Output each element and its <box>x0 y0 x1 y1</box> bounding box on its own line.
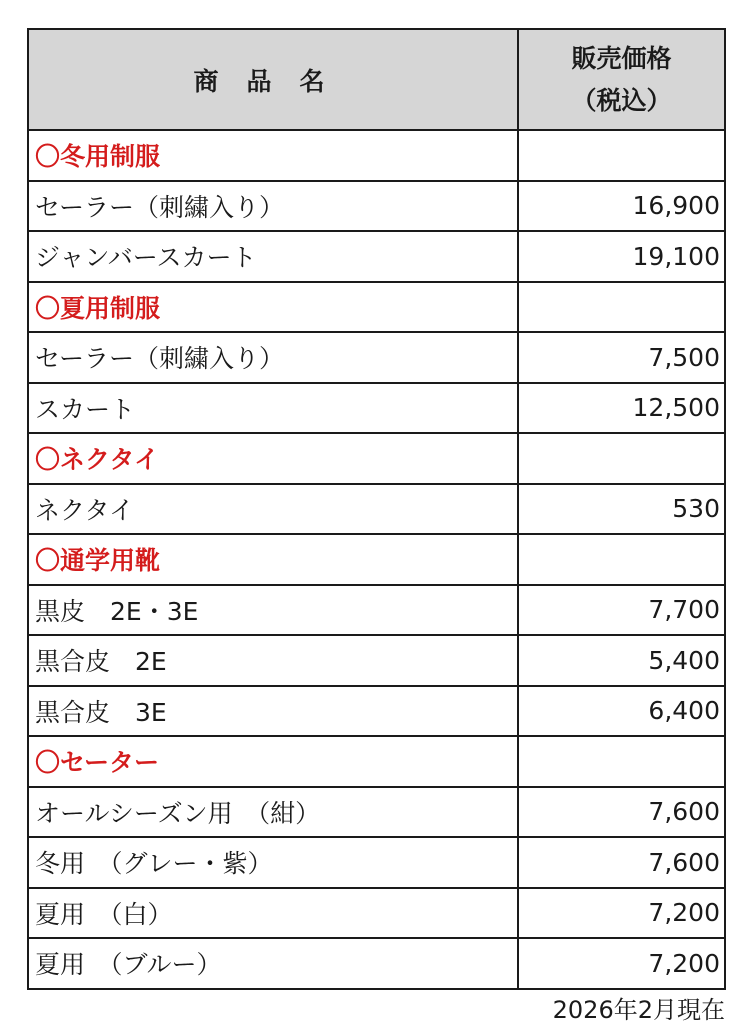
category-title: 〇夏用制服 <box>28 282 518 333</box>
item-name: スカート <box>28 383 518 434</box>
category-title: 〇ネクタイ <box>28 433 518 484</box>
table-header-row <box>28 29 725 130</box>
table-row <box>28 635 725 686</box>
item-price: 7,600 <box>518 837 725 888</box>
item-name: 夏用 （白） <box>28 888 518 939</box>
item-name: 夏用 （ブルー） <box>28 938 518 989</box>
table-row <box>28 484 725 535</box>
item-price: 7,200 <box>518 888 725 939</box>
item-price: 7,600 <box>518 787 725 838</box>
item-price: 19,100 <box>518 231 725 282</box>
as-of-date-note: 2026年2月現在 <box>552 996 725 1024</box>
item-price: 12,500 <box>518 383 725 434</box>
table-row <box>28 181 725 232</box>
item-name: 冬用 （グレー・紫） <box>28 837 518 888</box>
table-row <box>28 787 725 838</box>
item-name: 黒皮 2E・3E <box>28 585 518 636</box>
category-price-empty <box>518 736 725 787</box>
category-row <box>28 433 725 484</box>
category-price-empty <box>518 433 725 484</box>
header-tax-included-label: （税込） <box>571 85 672 115</box>
header-sale-price-label: 販売価格 <box>571 43 672 73</box>
category-price-empty <box>518 130 725 181</box>
item-price: 5,400 <box>518 635 725 686</box>
item-name: オールシーズン用 （紺） <box>28 787 518 838</box>
table-row <box>28 888 725 939</box>
category-title: 〇セーター <box>28 736 518 787</box>
table-row <box>28 837 725 888</box>
item-name: 黒合皮 2E <box>28 635 518 686</box>
header-product-name: 商品名 <box>28 29 518 130</box>
table-row <box>28 231 725 282</box>
item-price: 7,500 <box>518 332 725 383</box>
price-table <box>27 28 726 990</box>
table-row <box>28 686 725 737</box>
item-name: 黒合皮 3E <box>28 686 518 737</box>
item-price: 530 <box>518 484 725 535</box>
category-row <box>28 282 725 333</box>
item-price: 7,700 <box>518 585 725 636</box>
table-row <box>28 383 725 434</box>
item-price: 16,900 <box>518 181 725 232</box>
table-row <box>28 332 725 383</box>
item-name: ジャンバースカート <box>28 231 518 282</box>
item-name: ネクタイ <box>28 484 518 535</box>
item-price: 6,400 <box>518 686 725 737</box>
item-price: 7,200 <box>518 938 725 989</box>
table-row <box>28 938 725 989</box>
category-price-empty <box>518 534 725 585</box>
item-name: セーラー（刺繍入り） <box>28 181 518 232</box>
header-sale-price <box>518 29 725 130</box>
category-price-empty <box>518 282 725 333</box>
item-name: セーラー（刺繍入り） <box>28 332 518 383</box>
category-title: 〇冬用制服 <box>28 130 518 181</box>
table-row <box>28 585 725 636</box>
category-row <box>28 736 725 787</box>
category-row <box>28 130 725 181</box>
category-row <box>28 534 725 585</box>
table-body <box>28 130 725 989</box>
category-title: 〇通学用靴 <box>28 534 518 585</box>
